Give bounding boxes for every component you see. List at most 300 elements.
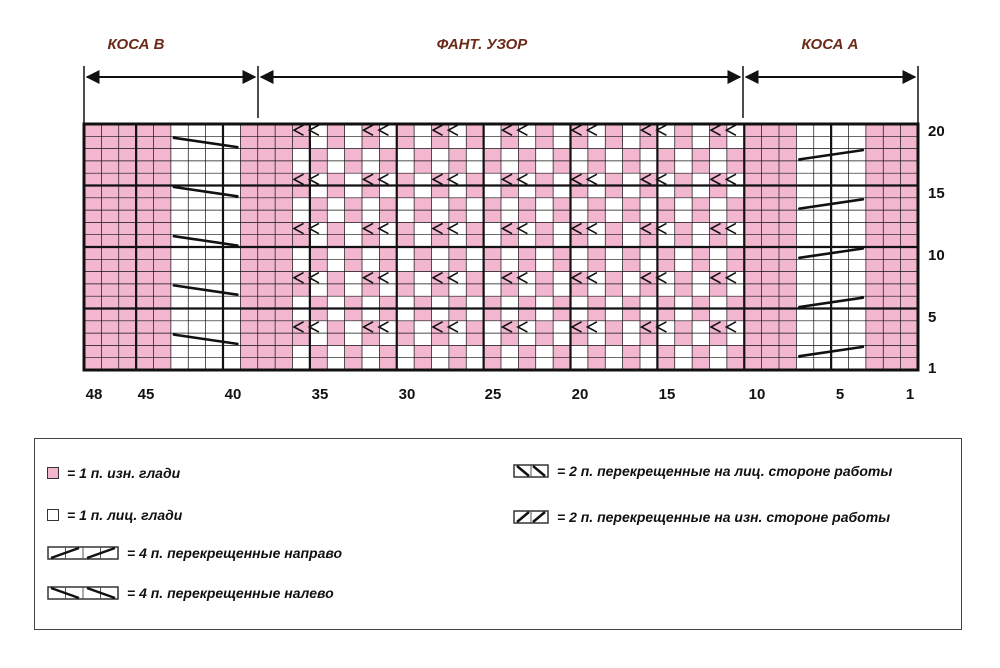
- purl-cell: [536, 333, 554, 346]
- purl-cell: [379, 148, 397, 161]
- purl-cell: [779, 296, 797, 309]
- purl-cell: [240, 222, 258, 235]
- purl-cell: [518, 259, 536, 272]
- purl-cell: [622, 259, 640, 272]
- purl-cell: [431, 136, 449, 149]
- purl-cell: [258, 198, 276, 211]
- purl-cell: [258, 222, 276, 235]
- purl-cell: [866, 198, 884, 211]
- purl-cell: [744, 210, 762, 223]
- purl-cell: [101, 296, 119, 309]
- purl-cell: [84, 235, 102, 248]
- purl-cell: [362, 235, 380, 248]
- purl-cell: [553, 259, 571, 272]
- purl-cell: [553, 296, 571, 309]
- purl-cell: [119, 259, 137, 272]
- purl-cell: [622, 198, 640, 211]
- purl-cell: [744, 161, 762, 174]
- purl-cell: [240, 345, 258, 358]
- purl-cell: [449, 358, 467, 371]
- purl-cell: [900, 321, 918, 334]
- purl-cell: [657, 198, 675, 211]
- purl-cell: [866, 136, 884, 149]
- purl-cell: [553, 210, 571, 223]
- col-label-40: 40: [224, 386, 242, 403]
- purl-cell: [605, 136, 623, 149]
- purl-cell: [553, 247, 571, 260]
- purl-cell: [119, 124, 137, 137]
- purl-cell: [397, 124, 415, 137]
- purl-cell: [761, 296, 779, 309]
- purl-cell: [692, 296, 710, 309]
- legend-text-cross4-right: = 4 п. перекрещенные направо: [127, 545, 343, 561]
- grid-lines: [84, 124, 918, 370]
- purl-cell: [883, 136, 901, 149]
- purl-cell: [518, 247, 536, 260]
- purl-cell: [605, 235, 623, 248]
- purl-cell: [622, 148, 640, 161]
- purl-cell: [883, 222, 901, 235]
- purl-cell: [275, 235, 293, 248]
- purl-cell: [605, 124, 623, 137]
- purl-cell: [761, 247, 779, 260]
- purl-cell: [761, 136, 779, 149]
- purl-cell: [466, 321, 484, 334]
- col-label-20: 20: [571, 386, 589, 403]
- purl-cell: [84, 321, 102, 334]
- purl-cell: [240, 358, 258, 371]
- row-label-1: 1: [928, 360, 937, 377]
- purl-cell: [84, 124, 102, 137]
- purl-cell: [709, 333, 727, 346]
- purl-cell: [518, 148, 536, 161]
- purl-cell: [136, 308, 154, 321]
- purl-cell: [779, 148, 797, 161]
- col-label-48: 48: [85, 386, 103, 403]
- purl-cell: [379, 247, 397, 260]
- purl-cell: [275, 271, 293, 284]
- purl-cell: [101, 148, 119, 161]
- purl-cell: [727, 358, 745, 371]
- purl-cell: [101, 222, 119, 235]
- purl-cell: [536, 173, 554, 186]
- purl-cell: [344, 148, 362, 161]
- purl-cell: [744, 308, 762, 321]
- purl-cell: [657, 308, 675, 321]
- purl-cell: [744, 296, 762, 309]
- purl-cell: [466, 333, 484, 346]
- purl-cell: [536, 284, 554, 297]
- purl-cell: [779, 185, 797, 198]
- purl-cell: [483, 247, 501, 260]
- purl-cell: [553, 358, 571, 371]
- purl-cell: [449, 247, 467, 260]
- purl-cell: [779, 235, 797, 248]
- purl-cell: [84, 296, 102, 309]
- legend-text-purl: = 1 п. изн. глади: [67, 465, 181, 481]
- purl-cell: [657, 247, 675, 260]
- purl-cell: [657, 296, 675, 309]
- legend-text-cross2-front: = 2 п. перекрещенные на лиц. стороне работы: [557, 463, 893, 479]
- purl-cell: [414, 345, 432, 358]
- purl-cell: [900, 259, 918, 272]
- purl-cell: [119, 271, 137, 284]
- purl-cell: [866, 210, 884, 223]
- purl-cell: [570, 333, 588, 346]
- legend-text-cross4-left: = 4 п. перекрещенные налево: [127, 585, 334, 601]
- purl-cell: [744, 235, 762, 248]
- purl-cell: [779, 321, 797, 334]
- purl-cell: [675, 271, 693, 284]
- purl-cell: [883, 161, 901, 174]
- purl-cell: [240, 333, 258, 346]
- purl-cell: [675, 185, 693, 198]
- purl-cell: [153, 210, 171, 223]
- purl-cell: [379, 161, 397, 174]
- purl-cell: [310, 308, 328, 321]
- purl-cell: [397, 173, 415, 186]
- purl-cell: [327, 173, 345, 186]
- purl-cell: [536, 321, 554, 334]
- purl-cell: [518, 210, 536, 223]
- purl-cell: [779, 271, 797, 284]
- purl-cell: [136, 333, 154, 346]
- legend-text-cross2-back: = 2 п. перекрещенные на изн. стороне работы: [557, 509, 891, 525]
- purl-cell: [310, 247, 328, 260]
- purl-cell: [900, 247, 918, 260]
- purl-cell: [588, 358, 606, 371]
- purl-cell: [588, 308, 606, 321]
- purl-cell: [119, 222, 137, 235]
- purl-cell: [709, 284, 727, 297]
- purl-cell: [136, 222, 154, 235]
- purl-cell: [779, 358, 797, 371]
- purl-cell: [292, 136, 310, 149]
- purl-cell: [119, 321, 137, 334]
- purl-cell: [153, 235, 171, 248]
- purl-cell: [866, 148, 884, 161]
- purl-cell: [675, 333, 693, 346]
- purl-cell: [779, 333, 797, 346]
- purl-cell: [310, 148, 328, 161]
- purl-cell: [153, 271, 171, 284]
- purl-cell: [136, 296, 154, 309]
- purl-cell: [692, 148, 710, 161]
- purl-cell: [258, 148, 276, 161]
- cross-right-4-icon: [47, 546, 119, 560]
- header-fancy-pattern: ФАНТ. УЗОР: [436, 36, 528, 53]
- purl-cell: [397, 136, 415, 149]
- legend-item-cross2-back: [513, 509, 890, 525]
- legend-box: [34, 438, 962, 630]
- purl-cell: [779, 247, 797, 260]
- purl-cell: [101, 345, 119, 358]
- purl-cell: [900, 296, 918, 309]
- purl-cell: [153, 124, 171, 137]
- purl-swatch-icon: [47, 467, 59, 479]
- purl-cell: [727, 247, 745, 260]
- purl-cell: [518, 296, 536, 309]
- purl-cell: [692, 210, 710, 223]
- purl-cell: [240, 308, 258, 321]
- purl-cell: [275, 173, 293, 186]
- purl-cell: [449, 161, 467, 174]
- purl-cell: [240, 161, 258, 174]
- purl-cell: [761, 321, 779, 334]
- purl-cell: [240, 271, 258, 284]
- purl-cell: [779, 259, 797, 272]
- purl-cell: [258, 345, 276, 358]
- purl-cell: [588, 148, 606, 161]
- purl-cell: [483, 259, 501, 272]
- purl-cell: [761, 222, 779, 235]
- purl-cell: [900, 308, 918, 321]
- purl-cell: [900, 124, 918, 137]
- purl-cell: [84, 173, 102, 186]
- purl-cell: [570, 185, 588, 198]
- col-label-30: 30: [398, 386, 416, 403]
- purl-cell: [727, 198, 745, 211]
- purl-cell: [501, 136, 519, 149]
- purl-cell: [900, 333, 918, 346]
- purl-cell: [362, 284, 380, 297]
- purl-cell: [258, 284, 276, 297]
- purl-cell: [779, 198, 797, 211]
- purl-cell: [883, 247, 901, 260]
- purl-cell: [761, 358, 779, 371]
- purl-cell: [240, 210, 258, 223]
- purl-cell: [327, 235, 345, 248]
- purl-cell: [657, 148, 675, 161]
- purl-cell: [258, 358, 276, 371]
- purl-cell: [136, 124, 154, 137]
- purl-cell: [866, 173, 884, 186]
- purl-cell: [84, 358, 102, 371]
- purl-cell: [449, 345, 467, 358]
- purl-cell: [153, 247, 171, 260]
- purl-cell: [883, 345, 901, 358]
- purl-cell: [136, 358, 154, 371]
- purl-cell: [900, 358, 918, 371]
- purl-cell: [153, 185, 171, 198]
- purl-cell: [779, 173, 797, 186]
- col-label-35: 35: [311, 386, 329, 403]
- purl-cell: [397, 284, 415, 297]
- col-label-5: 5: [835, 386, 845, 403]
- legend-text-knit: = 1 п. лиц. глади: [67, 507, 183, 523]
- purl-cell: [136, 210, 154, 223]
- purl-cell: [744, 345, 762, 358]
- purl-cell: [119, 173, 137, 186]
- purl-cell: [101, 185, 119, 198]
- purl-cell: [900, 235, 918, 248]
- purl-cell: [240, 173, 258, 186]
- purl-cell: [275, 333, 293, 346]
- purl-cell: [866, 222, 884, 235]
- purl-cell: [883, 210, 901, 223]
- purl-cell: [84, 271, 102, 284]
- purl-cell: [466, 136, 484, 149]
- purl-cell: [675, 124, 693, 137]
- purl-cell: [379, 308, 397, 321]
- purl-cell: [761, 198, 779, 211]
- cross-back-2-icon: [513, 510, 549, 524]
- purl-cell: [883, 173, 901, 186]
- purl-cell: [744, 222, 762, 235]
- purl-cell: [310, 358, 328, 371]
- purl-cell: [240, 296, 258, 309]
- purl-cell: [136, 161, 154, 174]
- purl-cell: [883, 271, 901, 284]
- purl-cell: [449, 148, 467, 161]
- purl-cell: [397, 321, 415, 334]
- purl-cell: [362, 185, 380, 198]
- purl-cell: [258, 235, 276, 248]
- purl-cell: [466, 284, 484, 297]
- purl-cell: [136, 185, 154, 198]
- purl-cell: [449, 308, 467, 321]
- purl-cell: [327, 271, 345, 284]
- purl-cell: [84, 222, 102, 235]
- knit-swatch-icon: [47, 509, 59, 521]
- purl-cell: [414, 210, 432, 223]
- purl-cell: [744, 358, 762, 371]
- purl-cell: [761, 235, 779, 248]
- purl-cell: [483, 161, 501, 174]
- purl-cell: [779, 161, 797, 174]
- purl-cell: [761, 259, 779, 272]
- purl-cell: [344, 198, 362, 211]
- purl-cell: [379, 345, 397, 358]
- purl-cell: [779, 136, 797, 149]
- purl-cell: [761, 210, 779, 223]
- purl-cell: [900, 136, 918, 149]
- purl-cell: [866, 358, 884, 371]
- purl-cell: [588, 345, 606, 358]
- col-label-1: 1: [905, 386, 915, 403]
- purl-cell: [84, 284, 102, 297]
- purl-cell: [883, 235, 901, 248]
- purl-cell: [692, 308, 710, 321]
- purl-cell: [101, 333, 119, 346]
- purl-cell: [119, 161, 137, 174]
- purl-cell: [101, 247, 119, 260]
- purl-cell: [883, 185, 901, 198]
- purl-cell: [483, 358, 501, 371]
- purl-cell: [136, 345, 154, 358]
- purl-cell: [900, 173, 918, 186]
- purl-cell: [84, 198, 102, 211]
- purl-cell: [84, 259, 102, 272]
- purl-cell: [466, 222, 484, 235]
- purl-cell: [553, 345, 571, 358]
- purl-cell: [258, 124, 276, 137]
- purl-cell: [761, 271, 779, 284]
- header-braid-a: КОСА А: [801, 36, 859, 53]
- purl-cell: [744, 321, 762, 334]
- purl-cell: [292, 235, 310, 248]
- purl-cell: [275, 308, 293, 321]
- row-label-15: 15: [928, 185, 945, 202]
- purl-cell: [536, 235, 554, 248]
- purl-cell: [362, 136, 380, 149]
- purl-cell: [258, 296, 276, 309]
- purl-cell: [101, 235, 119, 248]
- purl-cell: [744, 247, 762, 260]
- purl-cell: [501, 333, 519, 346]
- purl-cell: [240, 198, 258, 211]
- purl-cell: [379, 259, 397, 272]
- purl-cell: [292, 185, 310, 198]
- purl-cell: [657, 259, 675, 272]
- purl-cell: [414, 148, 432, 161]
- purl-cell: [258, 247, 276, 260]
- purl-cell: [379, 198, 397, 211]
- purl-cell: [101, 321, 119, 334]
- purl-cell: [779, 124, 797, 137]
- purl-cell: [101, 161, 119, 174]
- purl-cell: [84, 333, 102, 346]
- purl-cell: [622, 247, 640, 260]
- purl-cell: [622, 161, 640, 174]
- purl-cell: [258, 321, 276, 334]
- purl-cell: [727, 148, 745, 161]
- purl-cell: [553, 308, 571, 321]
- purl-cell: [744, 333, 762, 346]
- purl-cell: [153, 284, 171, 297]
- purl-cell: [692, 345, 710, 358]
- purl-cell: [501, 235, 519, 248]
- purl-cell: [449, 259, 467, 272]
- purl-cell: [640, 185, 658, 198]
- purl-cell: [483, 345, 501, 358]
- purl-cell: [119, 284, 137, 297]
- purl-cell: [240, 185, 258, 198]
- purl-cell: [675, 284, 693, 297]
- purl-cell: [240, 321, 258, 334]
- purl-cell: [900, 271, 918, 284]
- purl-cell: [84, 161, 102, 174]
- purl-cell: [292, 284, 310, 297]
- purl-cell: [483, 148, 501, 161]
- purl-cell: [518, 345, 536, 358]
- row-label-10: 10: [928, 247, 945, 264]
- purl-cell: [275, 136, 293, 149]
- purl-cell: [657, 345, 675, 358]
- purl-cell: [883, 284, 901, 297]
- purl-cell: [275, 185, 293, 198]
- purl-cell: [605, 321, 623, 334]
- purl-cell: [622, 210, 640, 223]
- purl-cell: [344, 247, 362, 260]
- purl-cell: [466, 271, 484, 284]
- purl-cell: [153, 345, 171, 358]
- purl-cell: [101, 173, 119, 186]
- purl-cell: [344, 259, 362, 272]
- purl-cell: [153, 222, 171, 235]
- purl-cell: [866, 296, 884, 309]
- purl-cell: [153, 198, 171, 211]
- purl-cell: [536, 271, 554, 284]
- purl-cell: [119, 296, 137, 309]
- purl-cell: [344, 358, 362, 371]
- purl-cell: [761, 345, 779, 358]
- purl-cell: [119, 185, 137, 198]
- purl-cell: [692, 259, 710, 272]
- purl-cell: [744, 136, 762, 149]
- purl-cell: [379, 358, 397, 371]
- purl-cell: [536, 124, 554, 137]
